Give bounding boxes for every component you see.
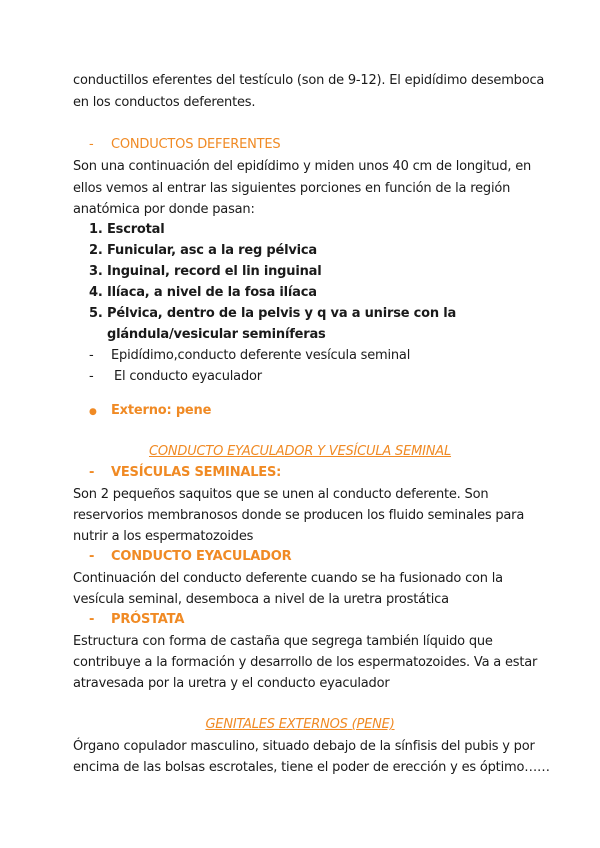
heading-text: CONDUCTO EYACULADOR <box>111 549 292 564</box>
title-part-a: GENITALES EXTERNOS <box>205 717 348 732</box>
section-title-eyaculador: CONDUCTO EYACULADOR Y VESÍCULA SEMINAL <box>148 444 452 459</box>
vesiculas-para-2: reservorios membranosos donde se producen los fluido seminales para <box>73 508 525 523</box>
vesiculas-para-3: nutrir a los espermatozoides <box>73 529 254 544</box>
bullet-icon: ● <box>89 407 97 417</box>
conducto-para-2: vesícula seminal, desemboca a nivel de la uretra prostática <box>73 592 449 607</box>
list-number: 1. <box>89 222 103 237</box>
list-item <box>89 240 317 261</box>
dash-marker: - <box>89 348 94 363</box>
genitales-para-2: encima de las bolsas escrotales, tiene el poder de erección y es óptimo…… <box>73 760 550 775</box>
dash-marker: - <box>89 549 95 564</box>
list-number: 5. <box>89 306 103 321</box>
list-item <box>89 261 321 282</box>
subheading-prostata <box>89 609 184 630</box>
genitales-para-1: Órgano copulador masculino, situado debajo de la sínfisis del pubis y por <box>73 739 535 754</box>
title-part-b: (PENE) <box>351 717 395 732</box>
bullet-item-externo <box>89 400 211 423</box>
list-number: 3. <box>89 264 103 279</box>
deferentes-para-2: ellos vemos al entrar las siguientes porciones en función de la región <box>73 181 511 196</box>
heading-text: CONDUCTOS DEFERENTES <box>111 137 281 152</box>
list-item-continuation: glándula/vesicular seminíferas <box>107 327 326 342</box>
subheading-conducto-eyaculador <box>89 546 291 567</box>
section-heading-deferentes <box>89 134 281 155</box>
dash-text: Epidídimo,conducto deferente vesícula seminal <box>111 348 411 363</box>
dash-item <box>89 366 262 387</box>
list-item <box>89 282 317 303</box>
intro-line-2: en los conductos deferentes. <box>73 95 256 110</box>
list-number: 4. <box>89 285 103 300</box>
intro-line-1: conductillos eferentes del testículo (son de 9-12). El epidídimo desemboca <box>73 73 545 88</box>
heading-text: PRÓSTATA <box>111 612 185 627</box>
prostata-para-2: contribuye a la formación y desarrollo de los espermatozoides. Va a estar <box>73 655 538 670</box>
list-text: Ilíaca, a nivel de la fosa ilíaca <box>107 285 317 300</box>
prostata-para-3: atravesada por la uretra y el conducto eyaculador <box>73 676 390 691</box>
list-item <box>89 219 165 240</box>
deferentes-para-1: Son una continuación del epidídimo y miden unos 40 cm de longitud, en <box>73 159 532 174</box>
list-text: Funicular, asc a la reg pélvica <box>107 243 317 258</box>
dash-text: El conducto eyaculador <box>114 369 262 384</box>
prostata-para-1: Estructura con forma de castaña que segrega también líquido que <box>73 634 493 649</box>
heading-text: VESÍCULAS SEMINALES: <box>111 465 282 480</box>
list-text: Escrotal <box>107 222 165 237</box>
dash-item <box>89 345 410 366</box>
list-text: Pélvica, dentro de la pelvis y q va a unirse con la <box>107 306 457 321</box>
subheading-vesiculas <box>89 462 281 483</box>
vesiculas-para-1: Son 2 pequeños saquitos que se unen al conducto deferente. Son <box>73 487 489 502</box>
section-title-genitales <box>0 714 600 735</box>
dash-marker: - <box>89 369 94 384</box>
list-text: Inguinal, record el lin inguinal <box>107 264 322 279</box>
list-item <box>89 303 456 324</box>
bullet-text: Externo: pene <box>111 403 212 418</box>
deferentes-para-3: anatómica por donde pasan: <box>73 202 255 217</box>
dash-marker: - <box>89 465 95 480</box>
conducto-para-1: Continuación del conducto deferente cuando se ha fusionado con la <box>73 571 503 586</box>
dash-marker: - <box>89 612 95 627</box>
list-number: 2. <box>89 243 103 258</box>
dash-marker: - <box>89 137 94 152</box>
